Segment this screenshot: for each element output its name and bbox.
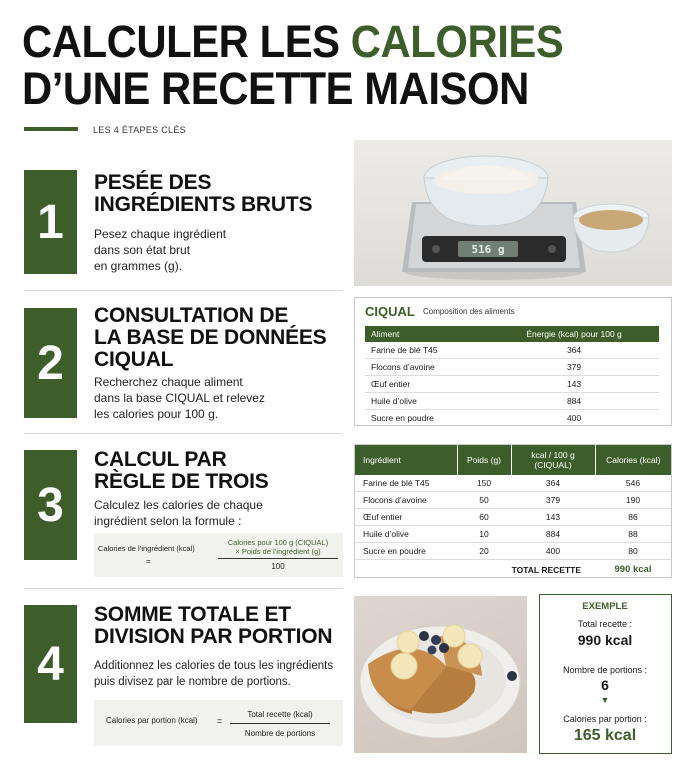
step-4-text-line: Additionnez les calories de tous les ingrédients [94, 660, 334, 672]
table-cell: 150 [476, 478, 492, 488]
table-cell: 10 [479, 529, 489, 539]
divider [24, 290, 343, 291]
column-header: Ingrédient [355, 445, 457, 475]
table-cell: Sucre en poudre [363, 546, 426, 556]
table-cell: 364 [566, 345, 582, 355]
step-3-number: 3 [24, 450, 77, 560]
step-1-text-line: en grammes (g). [94, 259, 183, 273]
formula-numerator-line: Calories pour 100 g (CIQUAL) [227, 538, 329, 547]
table-row [365, 359, 659, 376]
table-cell: Farine de blé T45 [363, 478, 430, 488]
table-cell: 546 [625, 478, 641, 488]
table-row [365, 342, 659, 359]
table-cell: 50 [479, 495, 489, 505]
step-4-text-line: puis divisez par le nombre de portions. [94, 676, 291, 688]
table-cell: 20 [479, 546, 489, 556]
table-cell: 884 [566, 396, 582, 406]
table-cell: 88 [628, 529, 638, 539]
step-3-text-line: Calculez les calories de chaque [94, 498, 263, 512]
step-2-text-line: Recherchez chaque aliment [94, 375, 243, 389]
step-3-text [94, 497, 263, 529]
formula-numerator [218, 538, 338, 556]
ciqual-brand: CIQUAL [365, 304, 415, 319]
table-cell: Farine de blé T45 [371, 345, 438, 355]
step-4-text [94, 658, 333, 690]
step-4-heading-line: DIVISION PAR PORTION [94, 625, 333, 648]
calc-table [355, 445, 671, 580]
column-header: kcal / 100 g (CIQUAL) [511, 445, 595, 475]
table-cell: 400 [566, 413, 582, 423]
table-row [355, 543, 671, 560]
table-row [355, 509, 671, 526]
formula-left: Calories par portion (kcal) [106, 716, 198, 725]
calc-card [354, 444, 672, 578]
table-cell: Huile d’olive [371, 396, 417, 406]
step-3-formula [94, 533, 343, 577]
step-2-heading-line: LA BASE DE DONNÉES [94, 326, 327, 349]
step-2-heading-line: CIQUAL [94, 348, 174, 371]
table-cell: Œuf entier [371, 379, 411, 389]
step-1-text-line: dans son état brut [94, 243, 191, 257]
column-header: Poids (g) [457, 445, 511, 475]
example-per-portion-value: 165 kcal [573, 727, 637, 744]
step-4-heading-line: SOMME TOTALE ET [94, 603, 291, 626]
step-2-heading-line: CONSULTATION DE [94, 304, 289, 327]
step-1-heading-line: PESÉE DES [94, 171, 212, 194]
step-2-heading [94, 305, 327, 371]
table-cell: Huile d’olive [363, 529, 409, 539]
formula-numerator: Total recette (kcal) [247, 710, 313, 719]
pancake-photo [354, 596, 527, 753]
table-cell: 379 [545, 495, 561, 505]
total-label: TOTAL RECETTE [511, 564, 581, 575]
table-header-row [355, 445, 671, 475]
table-cell: Flocons d’avoine [363, 495, 427, 505]
column-header: Calories (kcal) [606, 455, 661, 465]
step-3-heading [94, 449, 269, 493]
table-cell: 143 [566, 379, 582, 389]
example-card [539, 594, 672, 754]
step-4-formula [94, 700, 343, 746]
fraction-bar [218, 558, 338, 559]
table-row [355, 475, 671, 492]
table-cell: Sucre en poudre [371, 413, 434, 423]
step-3-heading-line: CALCUL PAR [94, 448, 227, 471]
table-cell: 364 [545, 478, 561, 488]
table-cell: 143 [545, 512, 561, 522]
ciqual-caption: Composition des aliments [423, 307, 515, 316]
formula-equals: = [146, 557, 151, 566]
table-cell: 400 [545, 546, 561, 556]
table-cell: 884 [545, 529, 561, 539]
table-row [365, 393, 659, 410]
title-line1-a: CALCULER LES [22, 16, 351, 67]
column-header: Aliment [371, 329, 400, 339]
title-line1-accent: CALORIES [350, 16, 564, 67]
title-line2: D’UNE RECETTE MAISON [22, 63, 529, 114]
kitchen-scale-illustration [354, 140, 672, 286]
example-total-label: Total recette : [577, 619, 633, 629]
table-cell: 190 [625, 495, 641, 505]
fraction-bar [230, 723, 330, 724]
table-cell: 379 [566, 362, 582, 372]
formula-equals: = [217, 716, 223, 726]
subtitle-rule [24, 127, 78, 131]
step-2-text [94, 374, 265, 422]
example-portions-label: Nombre de portions : [562, 665, 648, 675]
step-1-heading-line: INGRÉDIENTS BRUTS [94, 193, 313, 216]
table-cell: Flocons d’avoine [371, 362, 435, 372]
column-header: Énergie (kcal) pour 100 g [526, 329, 622, 339]
step-2-text-line: les calories pour 100 g. [94, 407, 219, 421]
step-3-heading-line: RÈGLE DE TROIS [94, 470, 269, 493]
scale-photo [354, 140, 672, 286]
table-row [365, 410, 659, 427]
formula-left: Calories de l’ingrédient (kcal) [98, 544, 195, 553]
example-per-portion-label: Calories par portion : [563, 714, 647, 724]
table-header-row [365, 326, 659, 342]
step-3-text-line: ingrédient selon la formule : [94, 514, 242, 528]
step-1-text-line: Pesez chaque ingrédient [94, 227, 227, 241]
step-1-heading [94, 172, 312, 216]
example-total-value: 990 kcal [577, 632, 633, 648]
step-4-heading [94, 604, 332, 648]
table-cell: Œuf entier [363, 512, 403, 522]
ciqual-card [354, 297, 672, 426]
total-value: 990 kcal [614, 564, 652, 576]
table-cell: 86 [628, 512, 638, 522]
table-total-row [355, 560, 671, 580]
step-1-number: 1 [24, 170, 77, 274]
divider [24, 588, 343, 589]
formula-numerator-line: × Poids de l’ingrédient (g) [235, 547, 321, 556]
scale-display: 516 g [471, 242, 505, 256]
formula-denominator: Nombre de portions [244, 729, 316, 738]
table-cell: 80 [628, 546, 638, 556]
example-portions-value: 6 [601, 677, 609, 693]
step-1-text [94, 226, 226, 274]
ciqual-table [365, 326, 659, 426]
pancake-illustration [354, 596, 527, 753]
step-2-text-line: dans la base CIQUAL et relevez [94, 391, 265, 405]
subtitle: LES 4 ÉTAPES CLÉS [93, 125, 186, 135]
step-2-number: 2 [24, 308, 77, 418]
arrow-down-icon: ▼ [600, 695, 610, 705]
divider [24, 433, 343, 434]
table-row [365, 376, 659, 393]
step-4-number: 4 [24, 605, 77, 723]
example-title: EXEMPLE [582, 601, 628, 612]
table-row [355, 492, 671, 509]
table-cell: 60 [479, 512, 489, 522]
table-row [355, 526, 671, 543]
page-title [22, 18, 563, 112]
formula-denominator: 100 [271, 562, 285, 571]
